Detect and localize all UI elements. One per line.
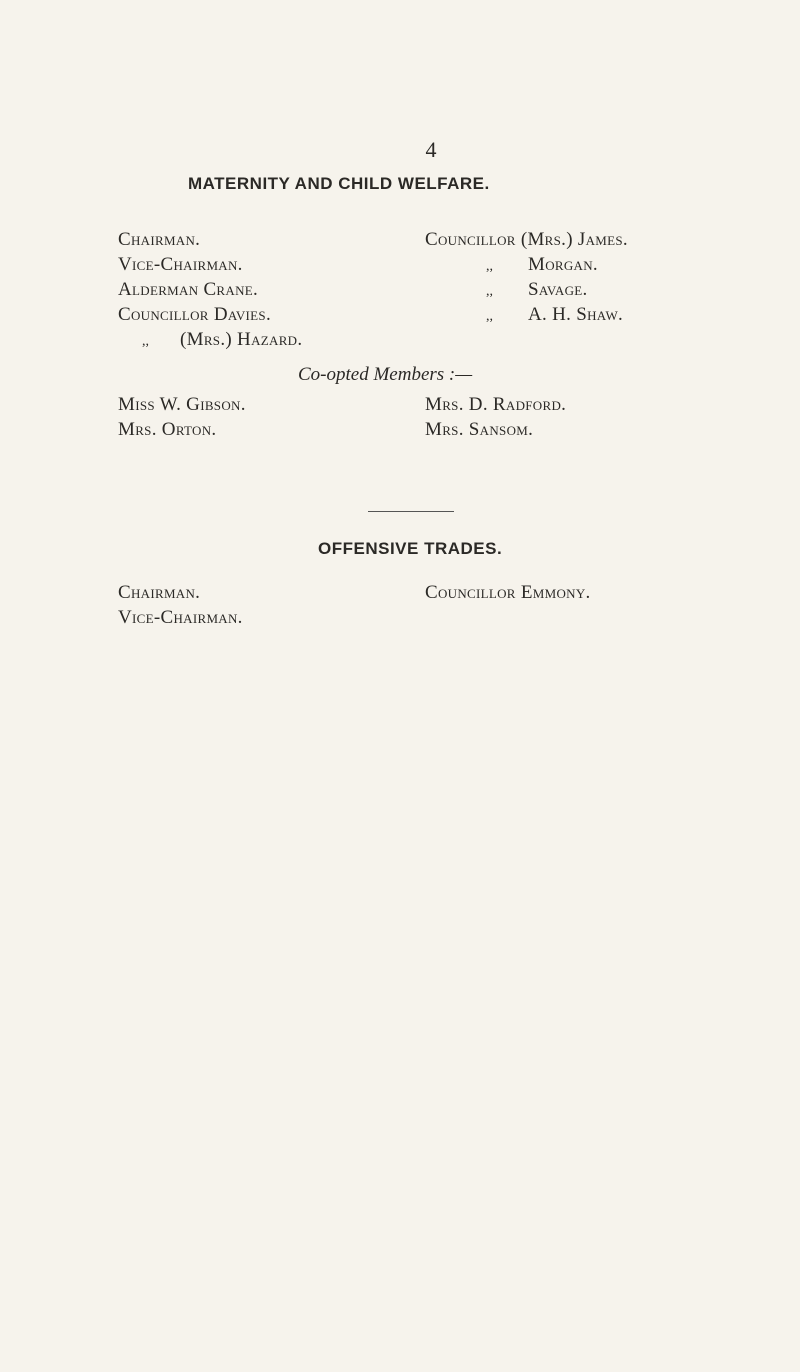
offensive-chairman-label: Chairman.: [118, 582, 201, 603]
offensive-heading: OFFENSIVE TRADES.: [318, 539, 503, 558]
section-divider: [368, 511, 454, 512]
maternity-alderman: Alderman Crane.: [118, 279, 259, 300]
offensive-member: Councillor Emmony.: [425, 582, 591, 603]
ditto-mark: ,,: [486, 309, 493, 324]
maternity-right-row: [486, 279, 588, 301]
maternity-hazard: (Mrs.) Hazard.: [180, 329, 303, 350]
maternity-chairman-label: Chairman.: [118, 229, 201, 250]
maternity-right-first: Councillor (Mrs.) James.: [425, 229, 628, 250]
maternity-heading: MATERNITY AND CHILD WELFARE.: [188, 174, 490, 193]
offensive-vice-chairman-label: Vice-Chairman.: [118, 607, 243, 628]
coopted-member: Mrs. Orton.: [118, 419, 217, 440]
maternity-member: Morgan.: [528, 254, 598, 275]
coopted-member: Mrs. Sansom.: [425, 419, 534, 440]
ditto-mark: ,,: [486, 259, 493, 274]
coopted-member: Mrs. D. Radford.: [425, 394, 567, 415]
ditto-mark: ,,: [486, 284, 493, 299]
maternity-member: A. H. Shaw.: [528, 304, 624, 325]
coopted-member: Miss W. Gibson.: [118, 394, 246, 415]
maternity-vice-chairman-label: Vice-Chairman.: [118, 254, 243, 275]
maternity-councillor: Councillor Davies.: [118, 304, 271, 325]
ditto-mark: ,,: [142, 334, 149, 349]
coopted-label: Co-opted Members :—: [298, 364, 473, 385]
maternity-member: Savage.: [528, 279, 588, 300]
maternity-hazard-row: [142, 329, 302, 351]
page-number: 4: [425, 137, 437, 162]
maternity-right-row: [486, 254, 598, 276]
maternity-right-row: [486, 304, 623, 326]
